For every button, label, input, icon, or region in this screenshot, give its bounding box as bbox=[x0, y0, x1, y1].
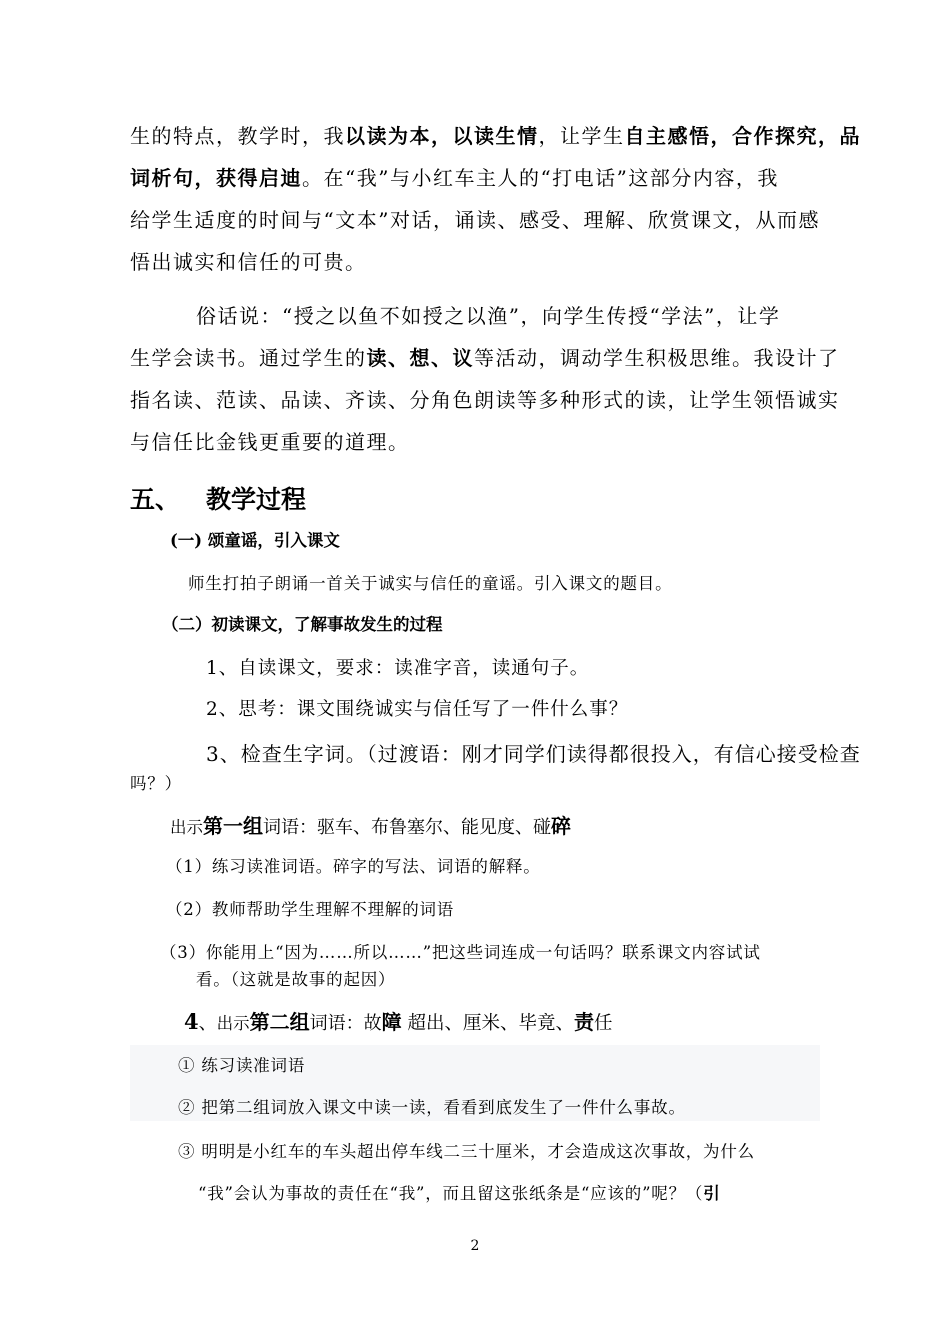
group2-item3-line1: ③ 明明是小红车的车头超出停车线二三十厘米，才会造成这次事故，为什么 bbox=[178, 1142, 755, 1161]
group2-item1: ① 练习读准词语 bbox=[178, 1056, 306, 1075]
para1-line3: 给学生适度的时间与“文本”对话，诵读、感受、理解、欣赏课文，从而感 bbox=[130, 208, 820, 232]
para2-line2: 生学会读书。通过学生的读、想、议等活动，调动学生积极思维。我设计了 bbox=[130, 346, 840, 370]
page-number: 2 bbox=[470, 1238, 480, 1254]
group1-step1: （1）练习读准词语。碎字的写法、词语的解释。 bbox=[166, 857, 541, 876]
section-title: 教学过程 bbox=[206, 485, 307, 514]
group2-item3-line2: “我”会认为事故的责任在“我”，而且留这张纸条是“应该的”呢？（引 bbox=[198, 1184, 721, 1203]
group2-title: 4、出示第二组词语：故障 超出、厘米、毕竟、责任 bbox=[184, 1009, 613, 1034]
part2-item3-line1: 3、检查生字词。（过渡语：刚才同学们读得都很投入，有信心接受检查 bbox=[206, 742, 861, 766]
para2-line3: 指名读、范读、品读、齐读、分角色朗读等多种形式的读，让学生领悟诚实 bbox=[130, 388, 840, 412]
para2-line4: 与信任比金钱更重要的道理。 bbox=[130, 430, 410, 454]
part2-item2: 2、思考：课文围绕诚实与信任写了一件什么事？ bbox=[206, 699, 629, 720]
group1-step3-line2: 看。（这就是故事的起因） bbox=[196, 970, 396, 989]
group2-item2: ② 把第二组词放入课文中读一读，看看到底发生了一件什么事故。 bbox=[178, 1098, 686, 1117]
para1-line1: 生的特点，教学时，我以读为本，以读生情，让学生自主感悟，合作探究，品 bbox=[130, 124, 861, 148]
para1-line2: 词析句，获得启迪。在“我”与小红车主人的“打电话”这部分内容，我 bbox=[130, 166, 779, 190]
group1-title: 出示第一组词语：驱车、布鲁塞尔、能见度、碰碎 bbox=[170, 814, 571, 838]
para1-line4: 悟出诚实和信任的可贵。 bbox=[130, 250, 367, 274]
part2-item3-line2: 吗？） bbox=[130, 774, 182, 793]
para2-line1: 俗话说：“授之以鱼不如授之以渔”，向学生传授“学法”，让学 bbox=[196, 304, 781, 328]
part1-heading: (一) 颂童谣，引入课文 bbox=[170, 531, 340, 550]
part2-item1: 1、自读课文，要求：读准字音，读通句子。 bbox=[206, 658, 590, 679]
group1-step2: （2）教师帮助学生理解不理解的词语 bbox=[166, 900, 455, 919]
group1-step3-line1: （3）你能用上“因为……所以……”把这些词连成一句话吗？联系课文内容试试 bbox=[160, 943, 761, 962]
part2-heading: （二）初读课文，了解事故发生的过程 bbox=[162, 615, 443, 634]
part1-text: 师生打拍子朗诵一首关于诚实与信任的童谣。引入课文的题目。 bbox=[188, 574, 673, 593]
section-number: 五、 bbox=[130, 485, 181, 514]
